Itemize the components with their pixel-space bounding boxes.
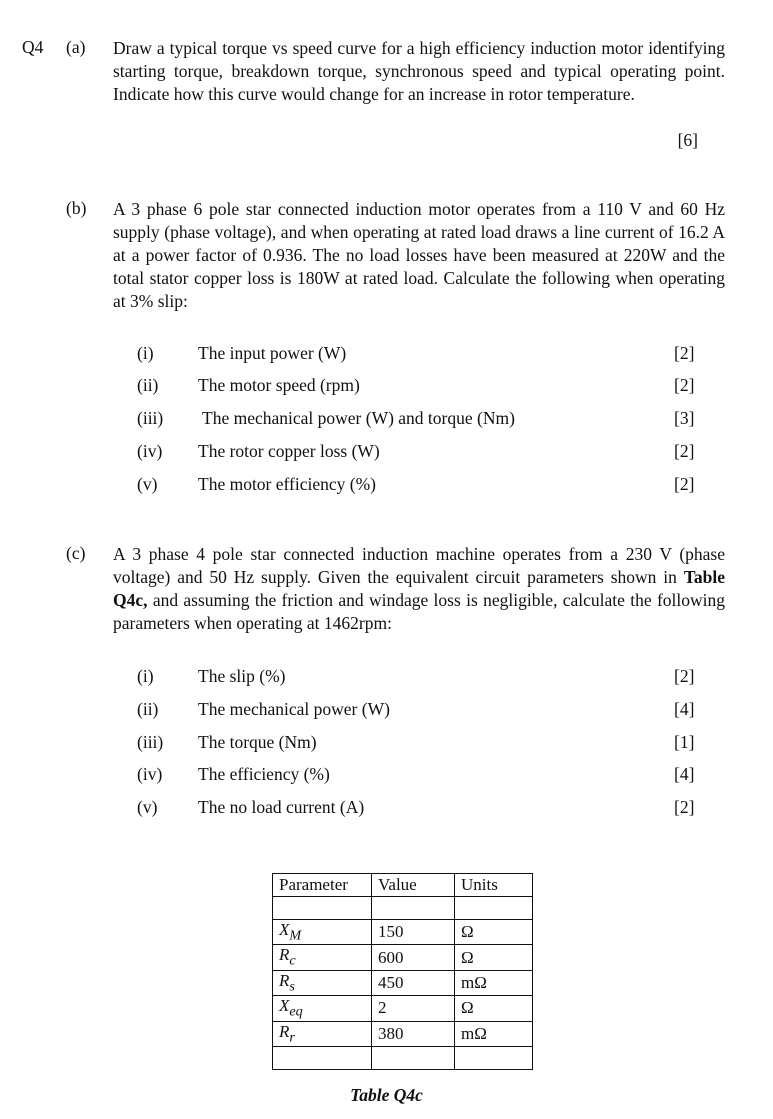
part-a-label: (a) — [66, 37, 86, 57]
table-reference: Table Q4c, — [113, 567, 725, 610]
table-spacer-row — [273, 1046, 533, 1069]
part-c-text-end: and assuming the friction and windage loss is negligible, calculate the following parameters when operating at 1462rpm: — [113, 590, 725, 633]
table-cell — [455, 897, 533, 920]
item-marks: [2] — [674, 474, 695, 494]
item-text: The slip (%) — [198, 666, 286, 686]
item-number: (i) — [137, 343, 154, 363]
item-text: The efficiency (%) — [198, 764, 330, 784]
item-marks: [3] — [674, 408, 695, 428]
value-cell: 450 — [372, 970, 455, 995]
item-marks: [2] — [674, 343, 695, 363]
part-b-text: A 3 phase 6 pole star connected induction motor operates from a 110 V and 60 Hz supply (phase voltage), and when operating at rated load draws a line current of 16.2 A at a power factor of 0.936. The no load losses have been measured at 220W and the total stator copper loss is 180W at rated load. Calculate the following when operating at 3% slip: — [113, 199, 725, 311]
item-text: The input power (W) — [198, 343, 347, 363]
value-cell: 150 — [372, 920, 455, 945]
item-number: (ii) — [137, 699, 159, 719]
table-row — [273, 945, 533, 970]
table-cell — [372, 897, 455, 920]
value-cell: 380 — [372, 1021, 455, 1046]
item-number: (iii) — [137, 732, 164, 752]
question-number: Q4 — [22, 37, 44, 57]
part-c-item — [0, 764, 773, 790]
table-cell — [273, 1046, 372, 1069]
part-b-item — [0, 343, 773, 369]
part-a-text: Draw a typical torque vs speed curve for a high efficiency induction motor identifying starting torque, breakdown torque, synchronous speed and typical operating point. Indicate how this curve would change for an increase in rotor temperature. — [113, 38, 725, 104]
parameter-subscript: r — [289, 1028, 295, 1045]
part-b-item — [0, 474, 773, 500]
item-text: The motor speed (rpm) — [198, 375, 360, 395]
item-number: (i) — [137, 666, 154, 686]
item-number: (iii) — [137, 408, 164, 428]
table-row — [273, 920, 533, 945]
item-text: The motor efficiency (%) — [198, 474, 376, 494]
part-c-item — [0, 666, 773, 692]
table-cell — [455, 1046, 533, 1069]
parameter-cell — [273, 996, 372, 1021]
parameter-cell — [273, 1021, 372, 1046]
header-value: Value — [372, 874, 455, 897]
item-marks: [2] — [674, 666, 695, 686]
unit-cell: Ω — [455, 996, 533, 1021]
parameter-table — [272, 873, 533, 1070]
part-c-item — [0, 797, 773, 823]
part-b-item — [0, 375, 773, 401]
unit-cell: mΩ — [455, 1021, 533, 1046]
parameter-subscript: M — [289, 927, 302, 944]
item-number: (iv) — [137, 764, 163, 784]
parameter-symbol: R — [279, 945, 290, 965]
part-c-text-start: A 3 phase 4 pole star connected induction machine operates from a 230 V (phase voltage) and 50 Hz supply. Given the equivalent circuit parameters shown in — [113, 544, 725, 587]
table-cell — [273, 897, 372, 920]
item-text: The torque (Nm) — [198, 732, 317, 752]
header-units: Units — [455, 874, 533, 897]
value-cell: 2 — [372, 996, 455, 1021]
parameter-symbol: X — [279, 920, 290, 939]
part-b-item — [0, 441, 773, 467]
item-marks: [4] — [674, 764, 695, 784]
table-caption: Table Q4c — [350, 1085, 423, 1105]
parameter-subscript: c — [289, 952, 296, 969]
item-text: The mechanical power (W) and torque (Nm) — [202, 408, 515, 428]
item-marks: [2] — [674, 441, 695, 461]
table-cell — [372, 1046, 455, 1069]
item-marks: [2] — [674, 375, 695, 395]
part-b-item — [0, 408, 773, 434]
item-text: The no load current (A) — [198, 797, 365, 817]
part-a-marks: [6] — [677, 130, 698, 150]
part-c-label: (c) — [66, 543, 86, 563]
unit-cell: Ω — [455, 920, 533, 945]
table-row — [273, 996, 533, 1021]
item-marks: [4] — [674, 699, 695, 719]
part-b-label: (b) — [66, 198, 87, 218]
value-cell: 600 — [372, 945, 455, 970]
item-marks: [1] — [674, 732, 695, 752]
item-number: (v) — [137, 797, 158, 817]
part-c-item — [0, 732, 773, 758]
table-row — [273, 1021, 533, 1046]
item-text: The rotor copper loss (W) — [198, 441, 380, 461]
table-row — [273, 970, 533, 995]
table-header-row — [273, 874, 533, 897]
part-c-item — [0, 699, 773, 725]
item-text: The mechanical power (W) — [198, 699, 390, 719]
parameter-symbol: R — [279, 1021, 290, 1041]
item-marks: [2] — [674, 797, 695, 817]
header-parameter: Parameter — [273, 874, 372, 897]
parameter-cell — [273, 970, 372, 995]
item-number: (iv) — [137, 441, 163, 461]
unit-cell: Ω — [455, 945, 533, 970]
item-number: (ii) — [137, 375, 159, 395]
part-c-text — [113, 543, 725, 635]
parameter-cell — [273, 945, 372, 970]
item-number: (v) — [137, 474, 158, 494]
unit-cell: mΩ — [455, 970, 533, 995]
parameter-symbol: X — [279, 996, 290, 1016]
parameter-subscript: s — [289, 978, 295, 995]
parameter-symbol: R — [279, 970, 290, 990]
table-spacer-row — [273, 897, 533, 920]
parameter-cell — [273, 920, 372, 945]
parameter-subscript: eq — [289, 1003, 303, 1020]
